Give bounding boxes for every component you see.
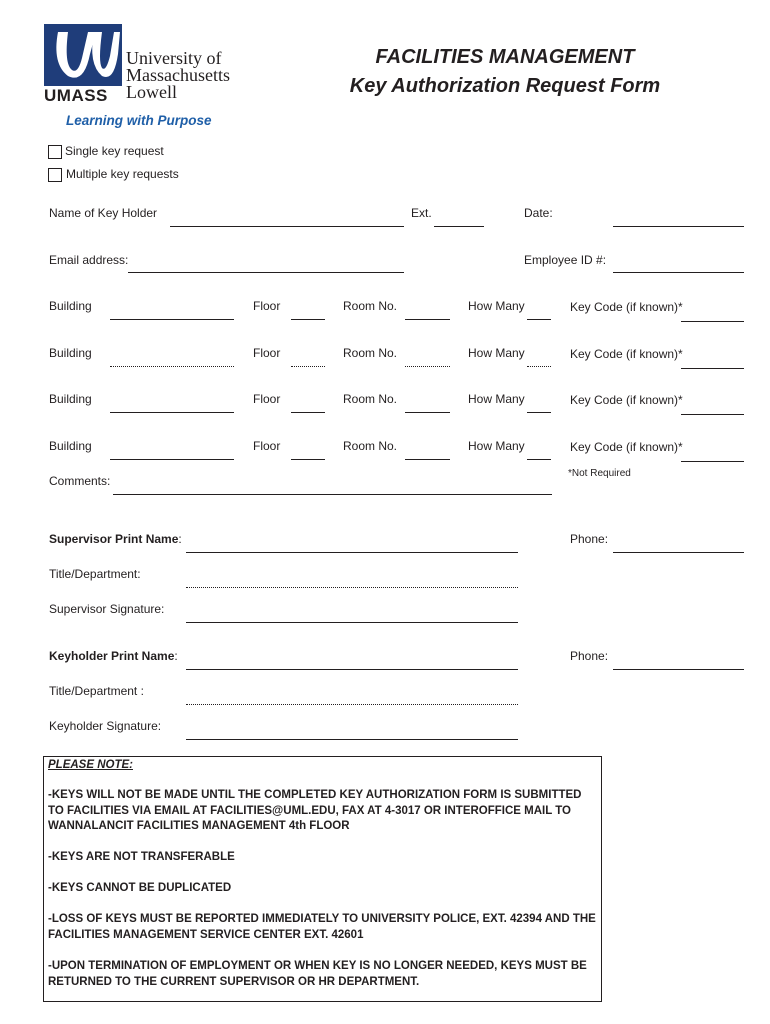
form-title: FACILITIES MANAGEMENT (375, 46, 635, 68)
keyholder-print-name-label: Keyholder Print Name: (49, 649, 178, 663)
room-label: Room No. (343, 346, 398, 360)
key-code-label: Key Code (if known)* (570, 347, 683, 361)
floor-field[interactable] (291, 459, 325, 460)
supervisor-signature-label: Supervisor Signature: (49, 602, 165, 616)
please-note-box (43, 756, 602, 1002)
floor-field[interactable] (291, 366, 325, 367)
room-field[interactable] (405, 319, 450, 320)
name-of-key-holder-label: Name of Key Holder (49, 206, 158, 220)
keyholder-title-label: Title/Department : (49, 684, 144, 698)
email-label: Email address: (49, 253, 129, 267)
multiple-keys-checkbox[interactable] (48, 168, 62, 182)
note-item: -LOSS OF KEYS MUST BE REPORTED IMMEDIATELY TO UNIVERSITY POLICE, EXT. 42394 AND THE FACILITIES MANAGEMENT SERVICE CENTER EXT. 42601 (48, 913, 596, 941)
floor-label: Floor (253, 392, 281, 406)
comments-label: Comments: (49, 474, 111, 488)
keyholder-print-name-field[interactable] (186, 669, 518, 670)
note-item: -UPON TERMINATION OF EMPLOYMENT OR WHEN KEY IS NO LONGER NEEDED, KEYS MUST BE RETURNED TO THE CURRENT SUPERVISOR OR HR DEPARTMENT. (48, 960, 587, 988)
supervisor-signature-field[interactable] (186, 622, 518, 623)
how-many-label: How Many (468, 346, 525, 360)
keyholder-phone-field[interactable] (613, 669, 744, 670)
multiple-keys-label: Multiple key requests (66, 167, 179, 181)
key-code-field[interactable] (681, 368, 744, 369)
building-field[interactable] (110, 459, 234, 460)
room-label: Room No. (343, 392, 398, 406)
how-many-label: How Many (468, 439, 525, 453)
ext-label: Ext. (411, 206, 432, 220)
how-many-label: How Many (468, 299, 525, 313)
supervisor-title-field[interactable] (186, 587, 518, 588)
building-label: Building (49, 392, 92, 406)
room-label: Room No. (343, 299, 398, 313)
supervisor-print-name-label: Supervisor Print Name: (49, 532, 182, 546)
building-label: Building (49, 439, 92, 453)
keyholder-phone-label: Phone: (570, 649, 609, 663)
keyholder-signature-field[interactable] (186, 739, 518, 740)
date-label: Date: (524, 206, 553, 220)
supervisor-phone-label: Phone: (570, 532, 609, 546)
keyholder-title-field[interactable] (186, 704, 518, 705)
note-item: -KEYS WILL NOT BE MADE UNTIL THE COMPLETED KEY AUTHORIZATION FORM IS SUBMITTED TO FACILITIES VIA EMAIL AT FACILITIES@UML.EDU, FAX AT 4-3017 OR INTEROFFICE MAIL TO WANNALANCIT FACILITIES MANAGEMENT 4th FLOOR (48, 789, 582, 832)
key-code-label: Key Code (if known)* (570, 393, 683, 407)
single-key-label: Single key request (65, 144, 164, 158)
how-many-field[interactable] (527, 412, 551, 413)
note-item: -KEYS ARE NOT TRANSFERABLE (48, 851, 235, 863)
room-field[interactable] (405, 459, 450, 460)
tagline: Learning with Purpose (66, 113, 212, 128)
name-of-key-holder-field[interactable] (170, 226, 404, 227)
email-field[interactable] (128, 272, 404, 273)
building-field[interactable] (110, 366, 234, 367)
key-code-field[interactable] (681, 321, 744, 322)
building-field[interactable] (110, 412, 234, 413)
key-code-label: Key Code (if known)* (570, 300, 683, 314)
please-note-heading: PLEASE NOTE: (48, 759, 133, 771)
room-label: Room No. (343, 439, 398, 453)
floor-label: Floor (253, 346, 281, 360)
key-code-field[interactable] (681, 461, 744, 462)
not-required-note: *Not Required (568, 468, 631, 479)
floor-field[interactable] (291, 319, 325, 320)
comments-field[interactable] (113, 494, 552, 495)
date-field[interactable] (613, 226, 744, 227)
floor-field[interactable] (291, 412, 325, 413)
single-key-checkbox[interactable] (48, 145, 62, 159)
keyholder-signature-label: Keyholder Signature: (49, 719, 162, 733)
building-field[interactable] (110, 319, 234, 320)
supervisor-phone-field[interactable] (613, 552, 744, 553)
building-label: Building (49, 299, 92, 313)
how-many-field[interactable] (527, 459, 551, 460)
employee-id-label: Employee ID #: (524, 253, 607, 267)
room-field[interactable] (405, 366, 450, 367)
floor-label: Floor (253, 439, 281, 453)
how-many-field[interactable] (527, 366, 551, 367)
employee-id-field[interactable] (613, 272, 744, 273)
how-many-label: How Many (468, 392, 525, 406)
key-code-field[interactable] (681, 414, 744, 415)
form-subtitle: Key Authorization Request Form (349, 75, 661, 97)
note-item: -KEYS CANNOT BE DUPLICATED (48, 882, 232, 894)
supervisor-print-name-field[interactable] (186, 552, 518, 553)
key-code-label: Key Code (if known)* (570, 440, 683, 454)
floor-label: Floor (253, 299, 281, 313)
university-name: University of Massachusetts Lowell (126, 48, 230, 102)
umass-wordmark: UMASS (44, 86, 108, 105)
how-many-field[interactable] (527, 319, 551, 320)
building-label: Building (49, 346, 92, 360)
supervisor-title-label: Title/Department: (49, 567, 141, 581)
ext-field[interactable] (434, 226, 484, 227)
room-field[interactable] (405, 412, 450, 413)
